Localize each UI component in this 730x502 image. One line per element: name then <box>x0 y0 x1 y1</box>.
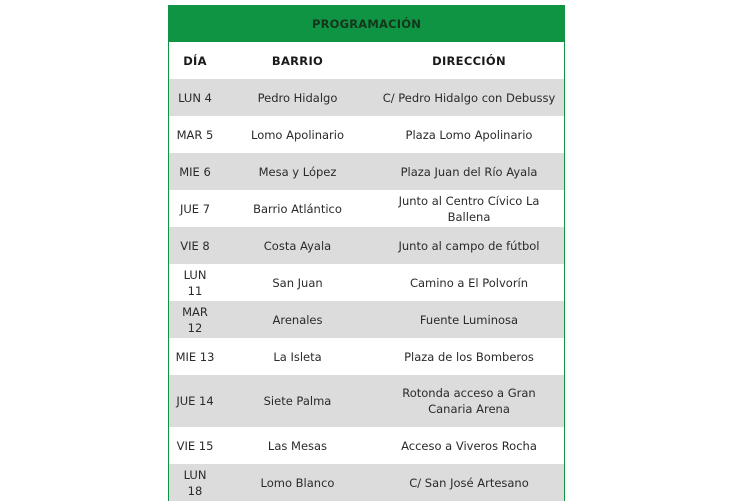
cell-barrio: San Juan <box>221 264 374 301</box>
cell-direccion: Plaza Juan del Río Ayala <box>374 153 564 190</box>
cell-dia: MAR 5 <box>169 116 221 153</box>
column-header-dia: DÍA <box>169 42 221 79</box>
cell-direccion: Acceso a Viveros Rocha <box>374 427 564 464</box>
table-row <box>169 427 564 464</box>
cell-barrio: La Isleta <box>221 338 374 375</box>
cell-dia: VIE 8 <box>169 227 221 264</box>
cell-barrio: Costa Ayala <box>221 227 374 264</box>
table-row <box>169 116 564 153</box>
cell-dia: JUE 14 <box>169 375 221 427</box>
schedule-table-container <box>168 5 565 501</box>
cell-direccion: Fuente Luminosa <box>374 301 564 338</box>
table-row <box>169 153 564 190</box>
column-header-direccion: DIRECCIÓN <box>374 42 564 79</box>
cell-direccion: C/ San José Artesano <box>374 464 564 501</box>
cell-barrio: Arenales <box>221 301 374 338</box>
cell-dia: MIE 6 <box>169 153 221 190</box>
cell-dia: MAR 12 <box>169 301 221 338</box>
cell-dia: LUN 4 <box>169 79 221 116</box>
table-row <box>169 338 564 375</box>
cell-dia: MIE 13 <box>169 338 221 375</box>
cell-barrio: Barrio Atlántico <box>221 190 374 227</box>
cell-barrio: Mesa y López <box>221 153 374 190</box>
cell-direccion: Camino a El Polvorín <box>374 264 564 301</box>
table-row <box>169 264 564 301</box>
cell-barrio: Siete Palma <box>221 375 374 427</box>
cell-direccion: Junto al Centro Cívico La Ballena <box>374 190 564 227</box>
cell-direccion: C/ Pedro Hidalgo con Debussy <box>374 79 564 116</box>
cell-dia: JUE 7 <box>169 190 221 227</box>
table-header-row <box>169 42 564 79</box>
cell-direccion: Plaza de los Bomberos <box>374 338 564 375</box>
table-row <box>169 190 564 227</box>
schedule-table <box>169 42 564 501</box>
cell-direccion: Rotonda acceso a Gran Canaria Arena <box>374 375 564 427</box>
cell-dia: LUN 11 <box>169 264 221 301</box>
table-row <box>169 227 564 264</box>
cell-direccion: Junto al campo de fútbol <box>374 227 564 264</box>
column-header-barrio: BARRIO <box>221 42 374 79</box>
cell-barrio: Lomo Apolinario <box>221 116 374 153</box>
schedule-title: PROGRAMACIÓN <box>169 5 564 42</box>
table-row <box>169 464 564 501</box>
cell-barrio: Lomo Blanco <box>221 464 374 501</box>
cell-direccion: Plaza Lomo Apolinario <box>374 116 564 153</box>
cell-barrio: Las Mesas <box>221 427 374 464</box>
cell-dia: LUN 18 <box>169 464 221 501</box>
table-row <box>169 301 564 338</box>
table-row <box>169 79 564 116</box>
table-row <box>169 375 564 427</box>
cell-dia: VIE 15 <box>169 427 221 464</box>
cell-barrio: Pedro Hidalgo <box>221 79 374 116</box>
